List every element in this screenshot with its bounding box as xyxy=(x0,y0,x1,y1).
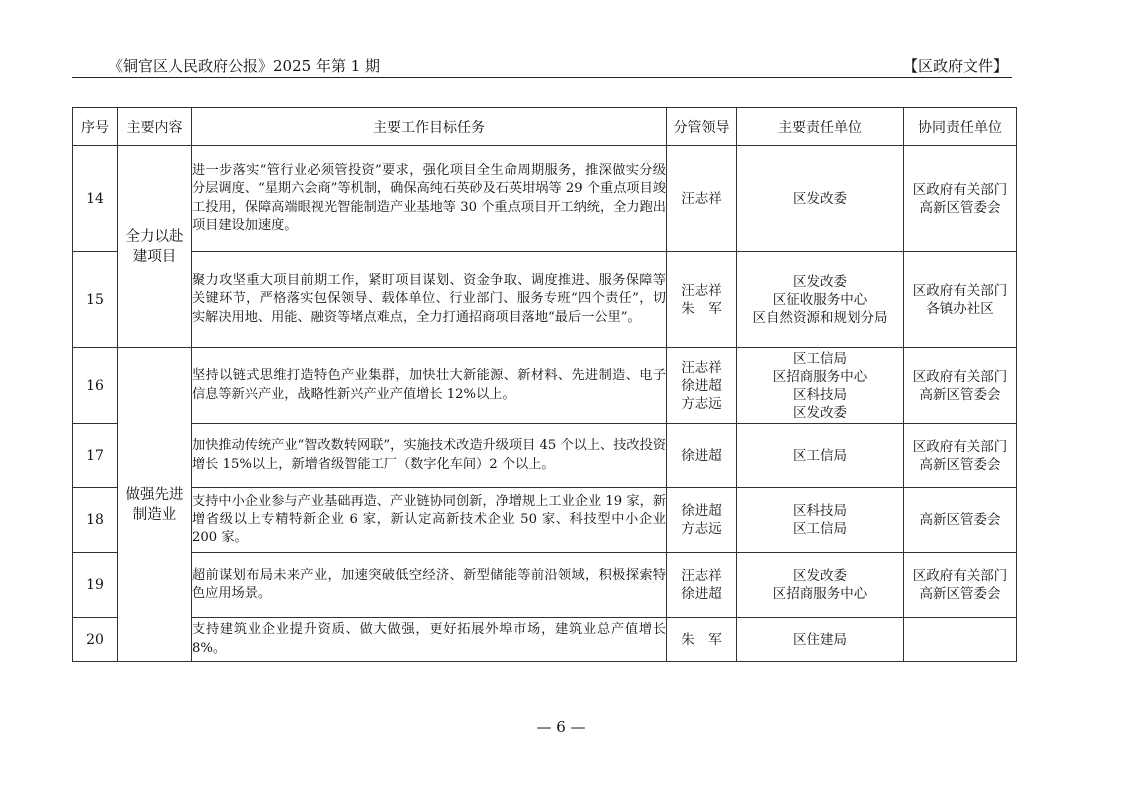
unit-name: 区发改委 xyxy=(793,404,847,421)
unit-name: 区科技局 xyxy=(793,503,847,519)
task-text: 坚持以链式思维打造特色产业集群，加快壮大新能源、新材料、先进制造、电子信息等新兴产业，战略性新兴产业产值增长 12%以上。 xyxy=(192,348,667,424)
coop-cell xyxy=(904,348,1017,424)
leader-cell xyxy=(667,488,737,553)
unit-name: 区征收服务中心 xyxy=(772,291,868,308)
coop-cell xyxy=(904,252,1017,348)
category-line: 制造业 xyxy=(132,506,177,523)
leader-name: 徐进超 xyxy=(681,503,722,519)
work-task-table xyxy=(72,107,1017,662)
leader-cell xyxy=(667,146,737,252)
leader-name: 汪志祥 xyxy=(681,282,722,299)
unit-cell xyxy=(737,252,904,348)
unit-name: 区招商服务中心 xyxy=(772,586,868,602)
coop-name: 区政府有关部门 xyxy=(912,438,1008,455)
leader-name: 方志远 xyxy=(681,395,722,412)
coop-name: 高新区管委会 xyxy=(919,199,1001,216)
coop-name: 高新区管委会 xyxy=(919,586,1001,602)
unit-name: 区工信局 xyxy=(793,447,847,464)
leader-name: 朱 军 xyxy=(681,631,722,648)
table-row xyxy=(73,488,1017,553)
row-number: 17 xyxy=(73,424,118,488)
leader-cell xyxy=(667,424,737,488)
column-header-task: 主要工作目标任务 xyxy=(192,108,667,146)
unit-cell xyxy=(737,146,904,252)
table-row xyxy=(73,424,1017,488)
task-text: 超前谋划布局未来产业，加速突破低空经济、新型储能等前沿领域，积极探索特色应用场景。 xyxy=(192,553,667,618)
unit-name: 区工信局 xyxy=(793,350,847,367)
leader-name: 方志远 xyxy=(681,521,722,537)
row-number: 19 xyxy=(73,553,118,618)
unit-name: 区工信局 xyxy=(793,521,847,537)
task-text: 聚力攻坚重大项目前期工作，紧盯项目谋划、资金争取、调度推进、服务保障等关键环节，严格落实包保领导、载体单位、行业部门、服务专班“四个责任”，切实解决用地、用能、融资等堵点难点，全力打通招商项目落地“最后一公里”。 xyxy=(192,252,667,348)
category-cell xyxy=(118,348,192,662)
unit-name: 区住建局 xyxy=(793,631,847,648)
coop-name: 区政府有关部门 xyxy=(912,181,1008,198)
row-number: 16 xyxy=(73,348,118,424)
leader-cell xyxy=(667,348,737,424)
unit-name: 区招商服务中心 xyxy=(772,368,868,385)
row-number: 15 xyxy=(73,252,118,348)
coop-name: 各镇办社区 xyxy=(926,300,994,317)
task-text: 支持中小企业参与产业基础再造、产业链协同创新，净增规上工业企业 19 家，新增省级以上专精特新企业 6 家，新认定高新技术企业 50 家、科技型中小企业 200 家。 xyxy=(192,488,667,553)
column-header-unit: 主要责任单位 xyxy=(737,108,904,146)
coop-name: 区政府有关部门 xyxy=(912,368,1008,385)
page-number: — 6 — xyxy=(536,718,586,736)
unit-cell xyxy=(737,488,904,553)
section-label: 【区政府文件】 xyxy=(902,57,1008,75)
coop-name: 区政府有关部门 xyxy=(912,282,1008,299)
category-line: 做强先进 xyxy=(125,486,184,503)
unit-cell xyxy=(737,348,904,424)
category-line: 全力以赴 xyxy=(125,228,184,245)
unit-name: 区发改委 xyxy=(793,568,847,584)
coop-cell xyxy=(904,553,1017,618)
leader-name: 汪志祥 xyxy=(681,568,722,584)
leader-name: 徐进超 xyxy=(681,586,722,602)
header-rule xyxy=(72,77,1012,78)
coop-name: 高新区管委会 xyxy=(919,456,1001,473)
coop-name: 高新区管委会 xyxy=(919,512,1001,528)
coop-name: 区政府有关部门 xyxy=(912,568,1008,584)
table-row xyxy=(73,252,1017,348)
column-header-number: 序号 xyxy=(73,108,118,146)
coop-cell-empty xyxy=(904,618,1017,662)
unit-name: 区发改委 xyxy=(793,190,847,207)
task-text: 支持建筑业企业提升资质、做大做强，更好拓展外埠市场，建筑业总产值增长 8%。 xyxy=(192,618,667,662)
coop-name: 高新区管委会 xyxy=(919,386,1001,403)
coop-cell xyxy=(904,146,1017,252)
category-cell xyxy=(118,146,192,348)
column-header-coop: 协同责任单位 xyxy=(904,108,1017,146)
unit-name: 区科技局 xyxy=(793,386,847,403)
leader-cell xyxy=(667,553,737,618)
unit-cell xyxy=(737,424,904,488)
unit-cell xyxy=(737,618,904,662)
leader-name: 朱 军 xyxy=(681,300,722,317)
table-row xyxy=(73,618,1017,662)
task-text: 进一步落实“管行业必须管投资”要求，强化项目全生命周期服务，推深做实分级分层调度、“星期六会商”等机制，确保高纯石英砂及石英坩埚等 29 个重点项目竣工投用，保障高端眼视光智能制造产业基地等 30 个重点项目开工纳统，全力跑出项目建设加速度。 xyxy=(192,146,667,252)
category-line: 建项目 xyxy=(132,248,177,265)
leader-cell xyxy=(667,618,737,662)
row-number: 14 xyxy=(73,146,118,252)
unit-cell xyxy=(737,553,904,618)
task-text: 加快推动传统产业“智改数转网联”，实施技术改造升级项目 45 个以上、技改投资增长 15%以上，新增省级智能工厂（数字化车间）2 个以上。 xyxy=(192,424,667,488)
leader-name: 徐进超 xyxy=(681,377,722,394)
leader-name: 汪志祥 xyxy=(681,190,722,207)
column-header-content: 主要内容 xyxy=(118,108,192,146)
row-number: 20 xyxy=(73,618,118,662)
table-header-row xyxy=(73,108,1017,146)
leader-cell xyxy=(667,252,737,348)
leader-name: 徐进超 xyxy=(681,447,722,464)
table-row xyxy=(73,553,1017,618)
row-number: 18 xyxy=(73,488,118,553)
leader-name: 汪志祥 xyxy=(681,359,722,376)
running-header xyxy=(72,55,1012,77)
table-row xyxy=(73,348,1017,424)
coop-cell xyxy=(904,424,1017,488)
column-header-leader: 分管领导 xyxy=(667,108,737,146)
unit-name: 区发改委 xyxy=(793,273,847,290)
publication-title: 《铜官区人民政府公报》2025 年第 1 期 xyxy=(108,57,381,75)
coop-cell xyxy=(904,488,1017,553)
table-row xyxy=(73,146,1017,252)
unit-name: 区自然资源和规划分局 xyxy=(752,309,888,326)
